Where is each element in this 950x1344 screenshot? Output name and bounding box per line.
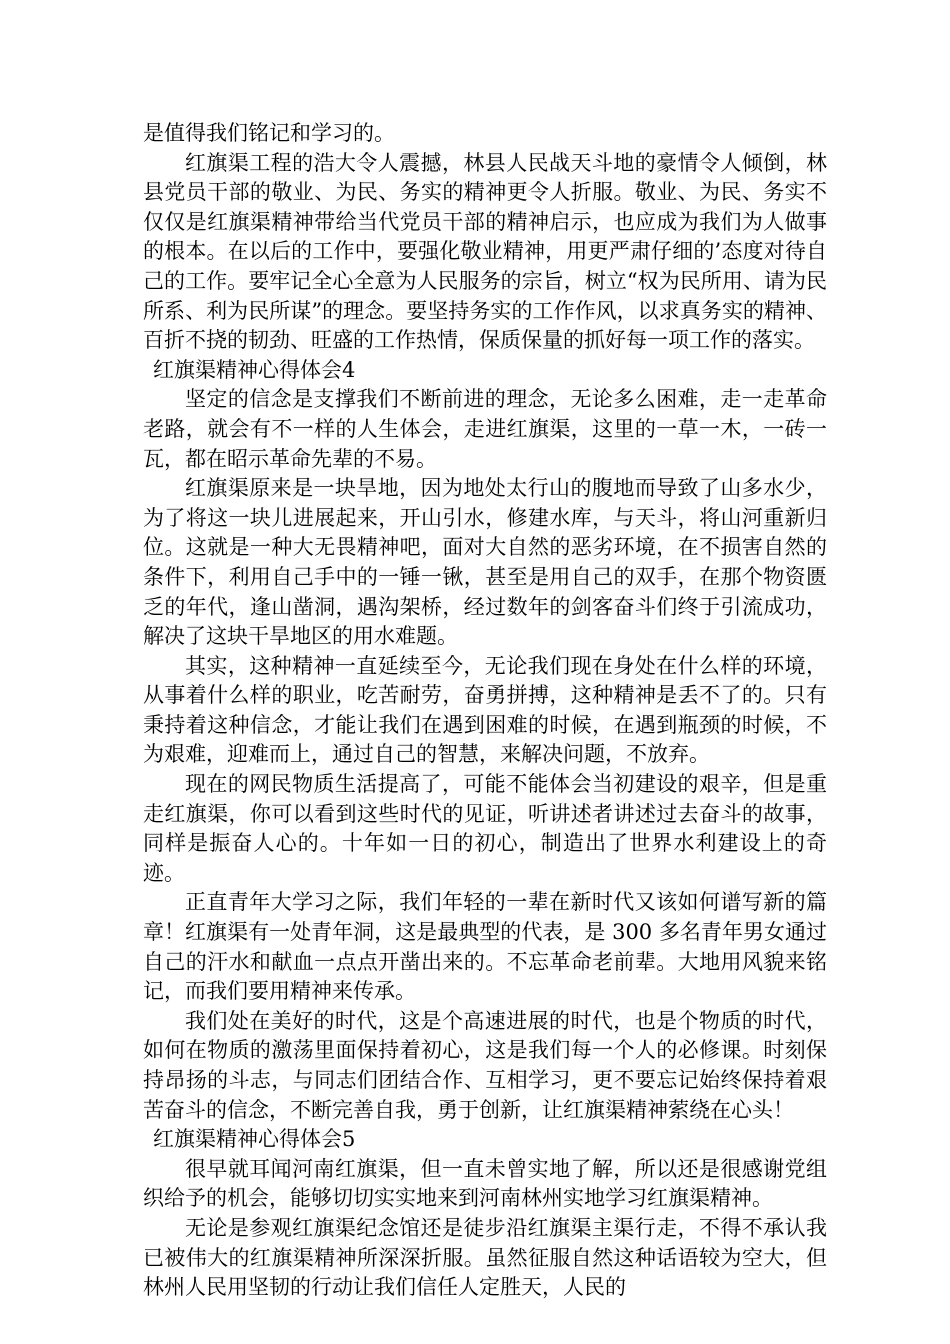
body-paragraph: 我们处在美好的时代，这是个高速进展的时代，也是个物质的时代，如何在物质的激荡里面保持着初心，这是我们每一个人的必修课。时刻保持昂扬的斗志，与同志们团结合作、互相学习，更不要忘记始终保持着艰苦奋斗的信念，不断完善自我，勇于创新，让红旗渠精神萦绕在心头！: [143, 1008, 827, 1122]
body-paragraph: 坚定的信念是支撑我们不断前进的理念，无论多么困难，走一走革命老路，就会有不一样的人生体会，走进红旗渠，这里的一草一木，一砖一瓦，都在昭示革命先辈的不易。: [143, 387, 827, 471]
body-paragraph: 其实，这种精神一直延续至今，无论我们现在身处在什么样的环境，从事着什么样的职业，吃苦耐劳，奋勇拼搏，这种精神是丢不了的。只有秉持着这种信念，才能让我们在遇到困难的时候，在遇到瓶颈的时候，不为艰难，迎难而上，通过自己的智慧，来解决问题，不放弃。: [143, 653, 827, 767]
section-heading: 红旗渠精神心得体会5: [153, 1127, 356, 1152]
paragraph-continuation: 是值得我们铭记和学习的。: [143, 121, 395, 145]
body-paragraph: 正直青年大学习之际，我们年轻的一辈在新时代又该如何谱写新的篇章！红旗渠有一处青年洞，这是最典型的代表，是 300 多名青年男女通过自己的汗水和献血一点点开凿出来的。不忘革命老前辈。大地用风貌来铭记，而我们要用精神来传承。: [143, 890, 827, 1004]
body-paragraph: 现在的网民物质生活提高了，可能不能体会当初建设的艰辛，但是重走红旗渠，你可以看到这些时代的见证，听讲述者讲述过去奋斗的故事，同样是振奋人心的。十年如一日的初心，制造出了世界水利建设上的奇迹。: [143, 772, 827, 885]
body-paragraph: 红旗渠工程的浩大令人震撼，林县人民战天斗地的豪情令人倾倒，林县党员干部的敬业、为民、务实的精神更令人折服。敬业、为民、务实不仅仅是红旗渠精神带给当代党员干部的精神启示，也应成为我们为人做事的根本。在以后的工作中，要强化敬业精神，用更严肃仔细的’态度对待自己的工作。要牢记全心全意为人民服务的宗旨，树立“权为民所用、请为民所系、利为民所谋”的理念。要坚持务实的工作作风，以求真务实的精神、百折不挠的韧劲、旺盛的工作热情，保质保量的抓好每一项工作的落实。: [143, 150, 827, 353]
body-paragraph: 无论是参观红旗渠纪念馆还是徒步沿红旗渠主渠行走，不得不承认我已被伟大的红旗渠精神所深深折服。虽然征服自然这种话语较为空大，但林州人民用坚韧的行动让我们信任人定胜天，人民的: [143, 1215, 827, 1300]
document-page: [143, 119, 827, 1303]
body-paragraph: 红旗渠原来是一块旱地，因为地处太行山的腹地而导致了山多水少，为了将这一块儿进展起来，开山引水，修建水库，与天斗，将山河重新归位。这就是一种大无畏精神吧，面对大自然的恶劣环境，在不损害自然的条件下，利用自己手中的一锤一锹，甚至是用自己的双手，在那个物资匮乏的年代，逢山凿洞，遇沟架桥，经过数年的剑客奋斗们终于引流成功，解决了这块干旱地区的用水难题。: [143, 476, 827, 649]
body-paragraph: 很早就耳闻河南红旗渠，但一直未曾实地了解，所以还是很感谢党组织给予的机会，能够切切实实地来到河南林州实地学习红旗渠精神。: [143, 1156, 827, 1211]
section-heading: 红旗渠精神心得体会4: [153, 357, 356, 382]
